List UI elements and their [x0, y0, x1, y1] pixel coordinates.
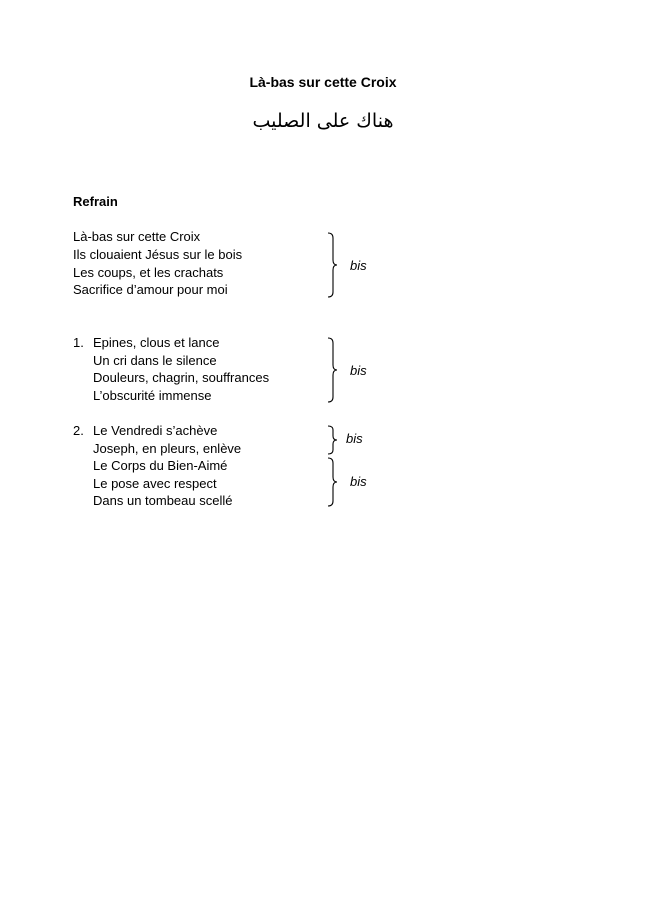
- verse-line: Dans un tombeau scellé: [93, 493, 233, 508]
- verse-line: Joseph, en pleurs, enlève: [93, 441, 242, 456]
- verse-number: 2.: [73, 423, 84, 438]
- verse-1-brace: [326, 337, 340, 403]
- refrain-heading: Refrain: [73, 194, 118, 209]
- refrain-line: Là-bas sur cette Croix: [73, 229, 201, 244]
- verse-2-brace-top: [326, 425, 340, 455]
- refrain-brace: [326, 232, 340, 298]
- refrain-line: Sacrifice d’amour pour moi: [73, 282, 228, 297]
- verse-number: 1.: [73, 335, 84, 350]
- refrain-line: Ils clouaient Jésus sur le bois: [73, 247, 243, 262]
- verse-line: Le pose avec respect: [93, 476, 217, 491]
- verse-line: Le Corps du Bien-Aimé: [93, 458, 228, 473]
- verse-line: Le Vendredi s’achève: [93, 423, 218, 438]
- song-title: Là-bas sur cette Croix: [249, 74, 397, 90]
- verse-line: L’obscurité immense: [93, 388, 212, 403]
- verse-2-bis-label-bottom: bis: [350, 474, 367, 489]
- verse-1-bis-label: bis: [350, 363, 367, 378]
- verse-line: Un cri dans le silence: [93, 353, 217, 368]
- verse-line: Douleurs, chagrin, souffrances: [93, 370, 270, 385]
- refrain-bis-label: bis: [350, 258, 367, 273]
- arabic-title: هناك على الصليب: [252, 110, 394, 132]
- refrain-line: Les coups, et les crachats: [73, 265, 224, 280]
- verse-2-bis-label-top: bis: [346, 431, 363, 446]
- verse-line: Epines, clous et lance: [93, 335, 220, 350]
- verse-2-brace-bottom: [326, 457, 340, 507]
